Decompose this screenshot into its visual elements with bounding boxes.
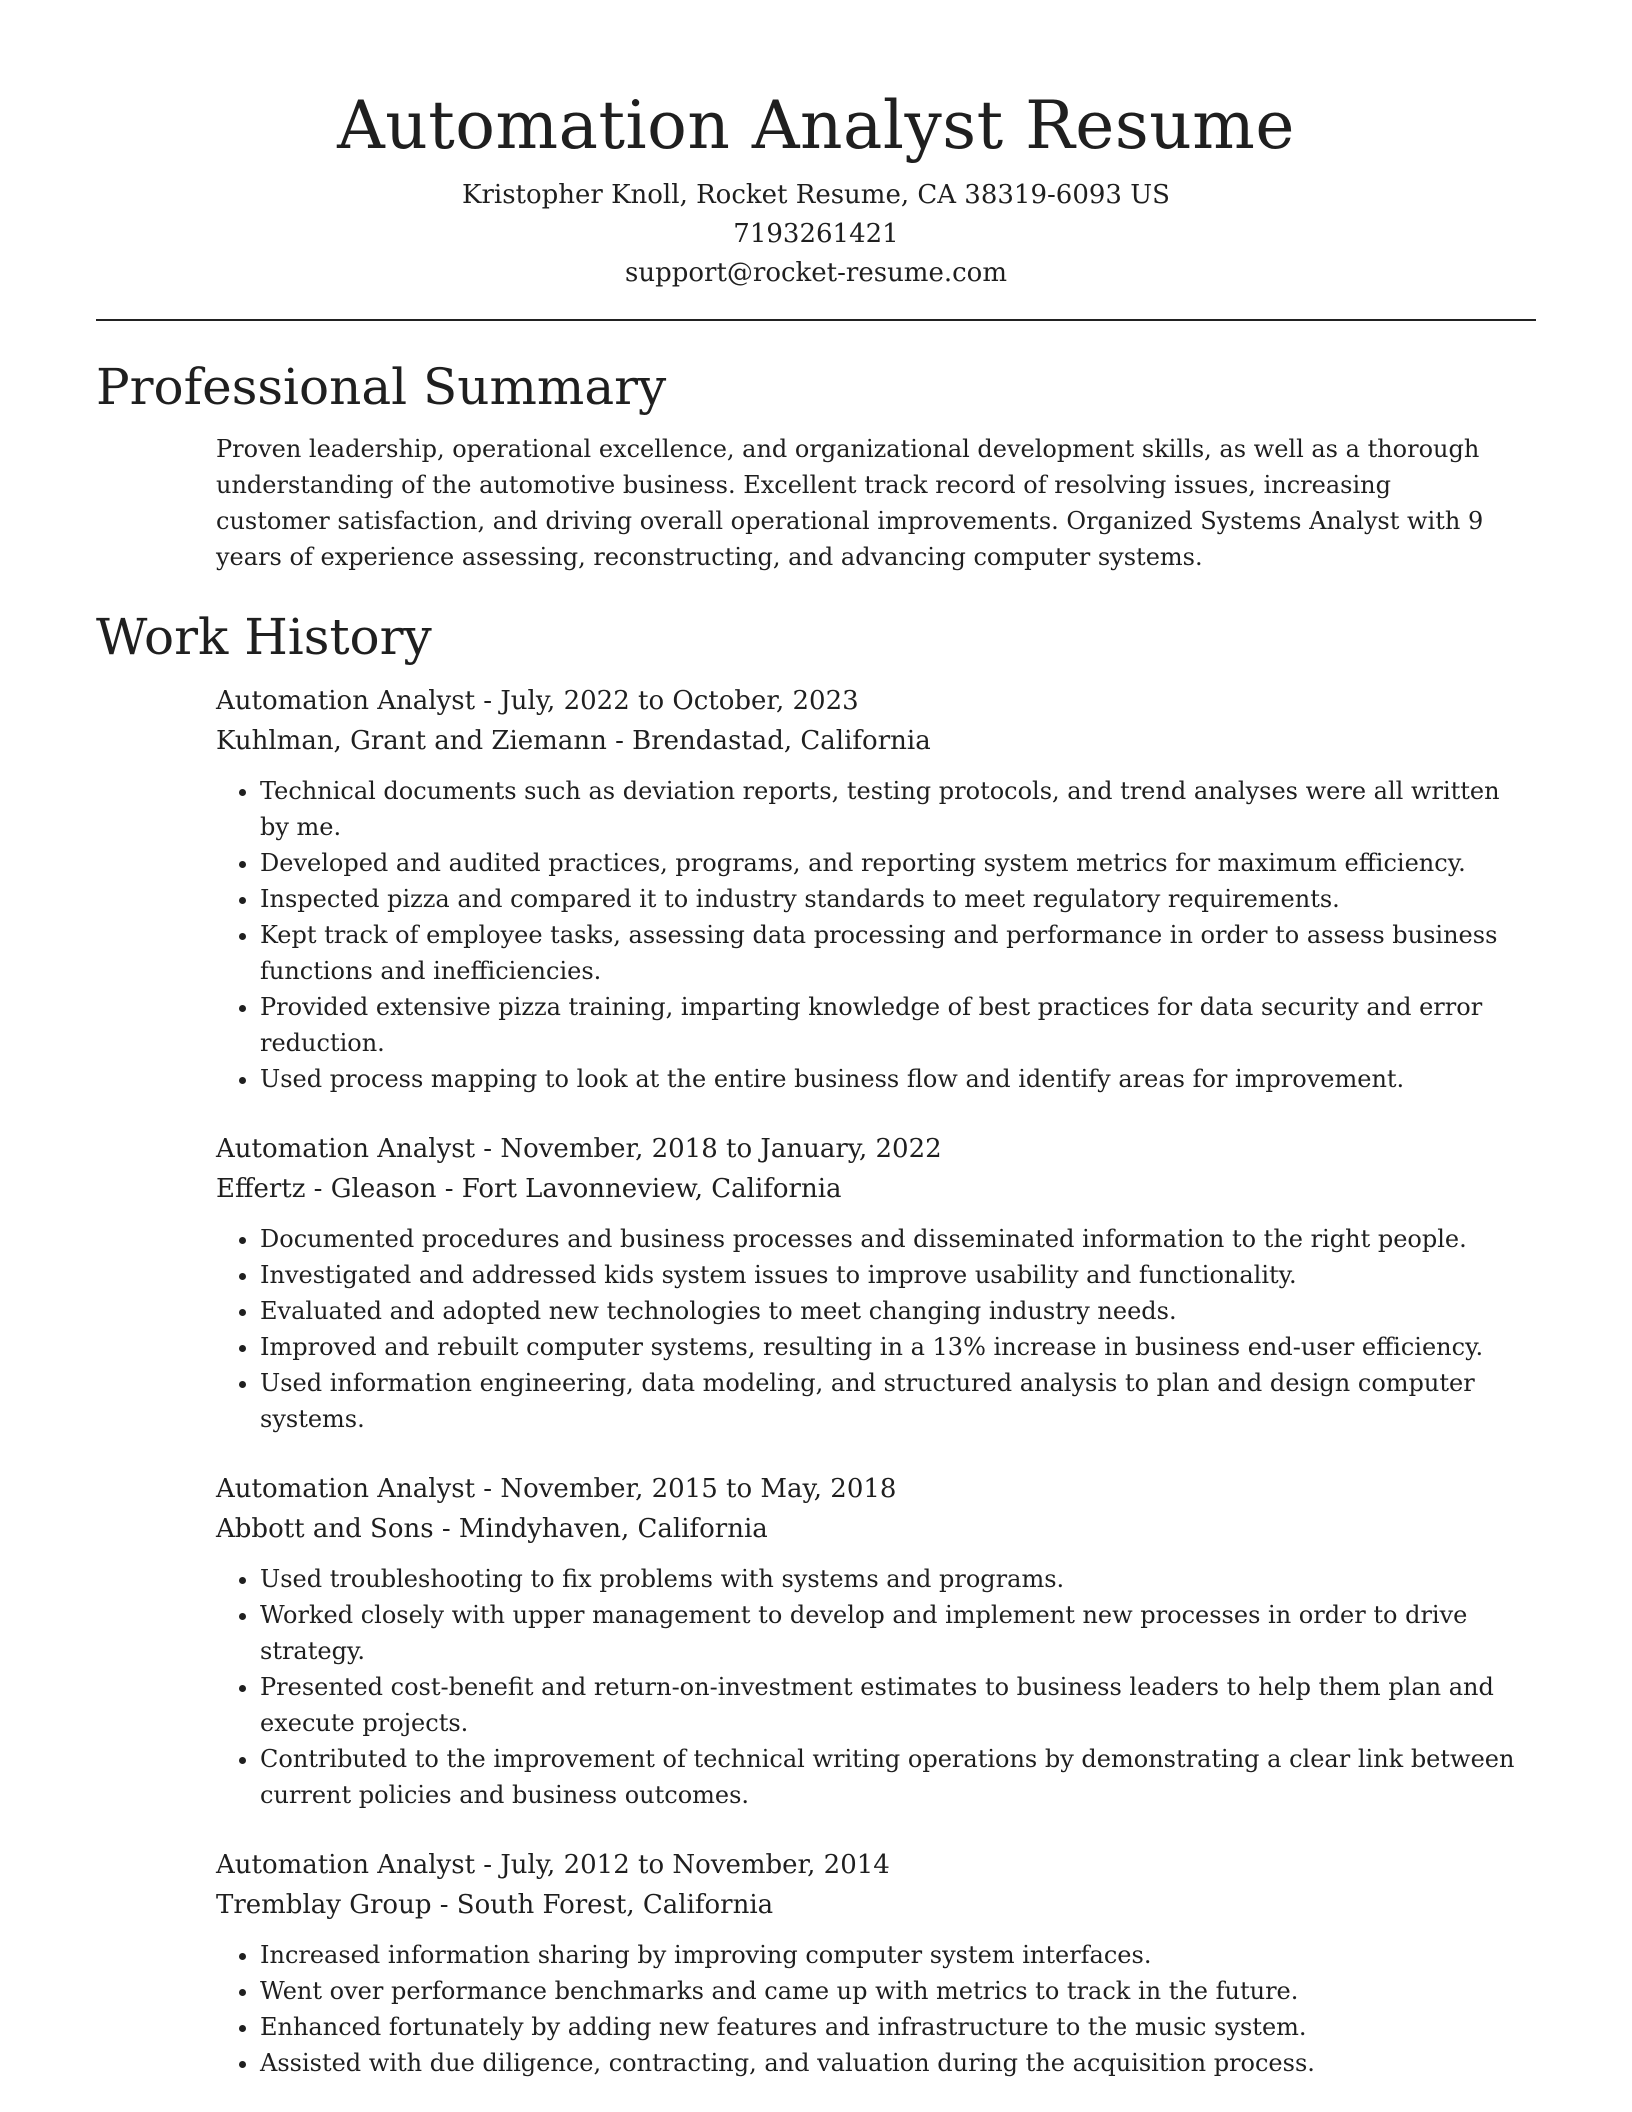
resume-title: Automation Analyst Resume [337,87,1295,164]
job-bullet: • Evaluated and adopted new technologies to meet changing industry needs. [260,1293,1536,1329]
job-bullet: • Used troubleshooting to fix problems with systems and programs. [260,1561,1536,1597]
job-bullet: • Technical documents such as deviation reports, testing protocols, and trend analyses were all written by me. [260,773,1536,845]
job-entry-1 [216,681,1536,1097]
job-role-line: Automation Analyst - July, 2012 to November, 2014 [216,1850,890,1880]
job-bullet: • Developed and audited practices, programs, and reporting system metrics for maximum efficiency. [260,845,1536,881]
job-entry-4 [216,1845,1536,2081]
job-role-line: Automation Analyst - November, 2018 to January, 2022 [216,1134,942,1164]
job-company-line: Kuhlman, Grant and Ziemann - Brendastad, California [216,726,931,756]
job-bullet: • Presented cost-benefit and return-on-investment estimates to business leaders to help them plan and execute projects. [260,1669,1536,1741]
job-entry-3 [216,1469,1536,1813]
contact-email: support@rocket-resume.com [624,258,1007,288]
job-company-line: Effertz - Gleason - Fort Lavonneview, California [216,1174,842,1204]
job-bullet: • Contributed to the improvement of technical writing operations by demonstrating a clear link between current policies and business outcomes. [260,1741,1536,1813]
job-bullet: • Assisted with due diligence, contracting, and valuation during the acquisition process. [260,2045,1536,2081]
job-bullet: • Documented procedures and business processes and disseminated information to the right people. [260,1221,1536,1257]
job-bullet-list [216,773,1536,1097]
job-bullet: • Used information engineering, data modeling, and structured analysis to plan and design computer systems. [260,1365,1536,1437]
job-bullet: • Used process mapping to look at the entire business flow and identify areas for improvement. [260,1061,1536,1097]
work-history-heading: Work History [96,608,432,666]
contact-phone: 7193261421 [733,219,899,249]
job-company-line: Abbott and Sons - Mindyhaven, California [216,1514,768,1544]
summary-text: Proven leadership, operational excellence, and organizational development skills, as well as a thorough understanding of the automotive business. Excellent track record of resolving issues, increasing customer satisfaction, and driving overall operational improvements. Organized Systems Analyst with 9 years of experience assessing, reconstructing, and advancing computer systems. [216,435,1484,571]
contact-address: Kristopher Knoll, Rocket Resume, CA 38319-6093 US [462,180,1170,210]
job-bullet-list [216,1937,1536,2081]
summary-heading: Professional Summary [96,358,667,416]
job-bullet: • Provided extensive pizza training, imparting knowledge of best practices for data security and error reduction. [260,989,1536,1061]
job-entry-2 [216,1129,1536,1437]
resume-page [96,0,1536,2081]
job-bullet: • Kept track of employee tasks, assessing data processing and performance in order to assess business functions and inefficiencies. [260,917,1536,989]
job-bullet: • Worked closely with upper management to develop and implement new processes in order to drive strategy. [260,1597,1536,1669]
job-bullet: • Increased information sharing by improving computer system interfaces. [260,1937,1536,1973]
job-bullet: • Enhanced fortunately by adding new features and infrastructure to the music system. [260,2009,1536,2045]
job-role-line: Automation Analyst - November, 2015 to May, 2018 [216,1474,897,1504]
job-bullet: • Investigated and addressed kids system issues to improve usability and functionality. [260,1257,1536,1293]
job-role-line: Automation Analyst - July, 2022 to October, 2023 [216,686,859,716]
job-company-line: Tremblay Group - South Forest, California [216,1890,774,1920]
job-bullet: • Went over performance benchmarks and came up with metrics to track in the future. [260,1973,1536,2009]
job-bullet: • Inspected pizza and compared it to industry standards to meet regulatory requirements. [260,881,1536,917]
job-bullet-list [216,1221,1536,1437]
job-bullet: • Improved and rebuilt computer systems, resulting in a 13% increase in business end-user efficiency. [260,1329,1536,1365]
job-bullet-list [216,1561,1536,1813]
header-divider [96,319,1536,321]
contact-block [96,176,1536,293]
